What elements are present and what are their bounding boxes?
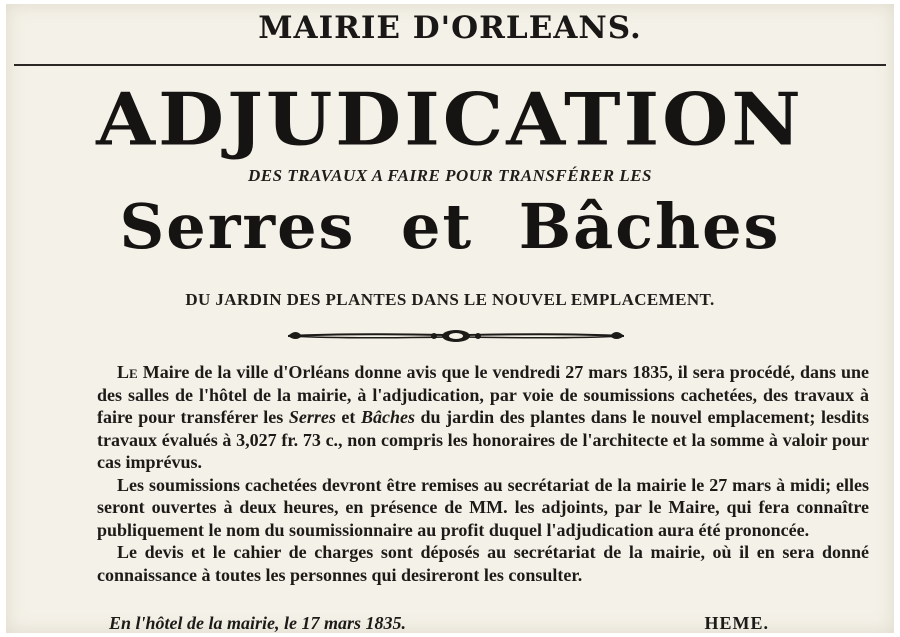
p1-et: et [335, 407, 361, 427]
p1-text-a: Maire de la ville d'Orléans donne avis que le vendredi 27 mars 1835, il sera procédé, dans une des salles de l'hôtel de la mairie, à l'adjudication, par voie de soumissions cachetées, des travaux à faire pour transférer les [97, 362, 869, 427]
poster-title: ADJUDICATION [96, 77, 804, 162]
serres-et-baches-title: Serres et Bâches [119, 190, 781, 263]
p1-serres: Serres [288, 407, 336, 427]
notice-body [97, 361, 869, 586]
p1-text-b: du jardin des plantes dans le nouvel emplacement; lesdits travaux évalués à 3,027 fr. 73 c., non compris les honoraires de l'architecte et la somme à valoir pour cas imprévus. [97, 407, 869, 472]
paragraph-1 [97, 361, 869, 474]
place-date: En l'hôtel de la mairie, le 17 mars 1835. [109, 613, 407, 633]
subtitle-travaux: DES TRAVAUX A FAIRE POUR TRANSFÉRER LES [247, 166, 653, 185]
subtitle-jardin: DU JARDIN DES PLANTES DANS LE NOUVEL EMPLACEMENT. [185, 290, 715, 309]
heading-rule [14, 64, 886, 66]
paragraph-3: Le devis et le cahier de charges sont déposés au secrétariat de la mairie, où il en sera donné connaissance à toutes les personnes qui desireront les consulter. [97, 542, 869, 585]
p1-baches: Bâches [360, 407, 415, 427]
ornament-divider-icon [286, 324, 626, 348]
mairie-heading: MAIRIE D'ORLEANS. [258, 10, 642, 46]
lead-word: Le [117, 362, 138, 382]
signature: HEME. [704, 613, 769, 633]
paragraph-2: Les soumissions cachetées devront être remises au secrétariat de la mairie le 27 mars à midi; elles seront ouvertes à deux heures, en présence de MM. les adjoints, par le Maire, qui fera connaître publiquement le nom du soumissionnaire au profit duquel l'adjudication aura été prononcée. [97, 474, 869, 540]
poster-sheet [6, 4, 894, 633]
